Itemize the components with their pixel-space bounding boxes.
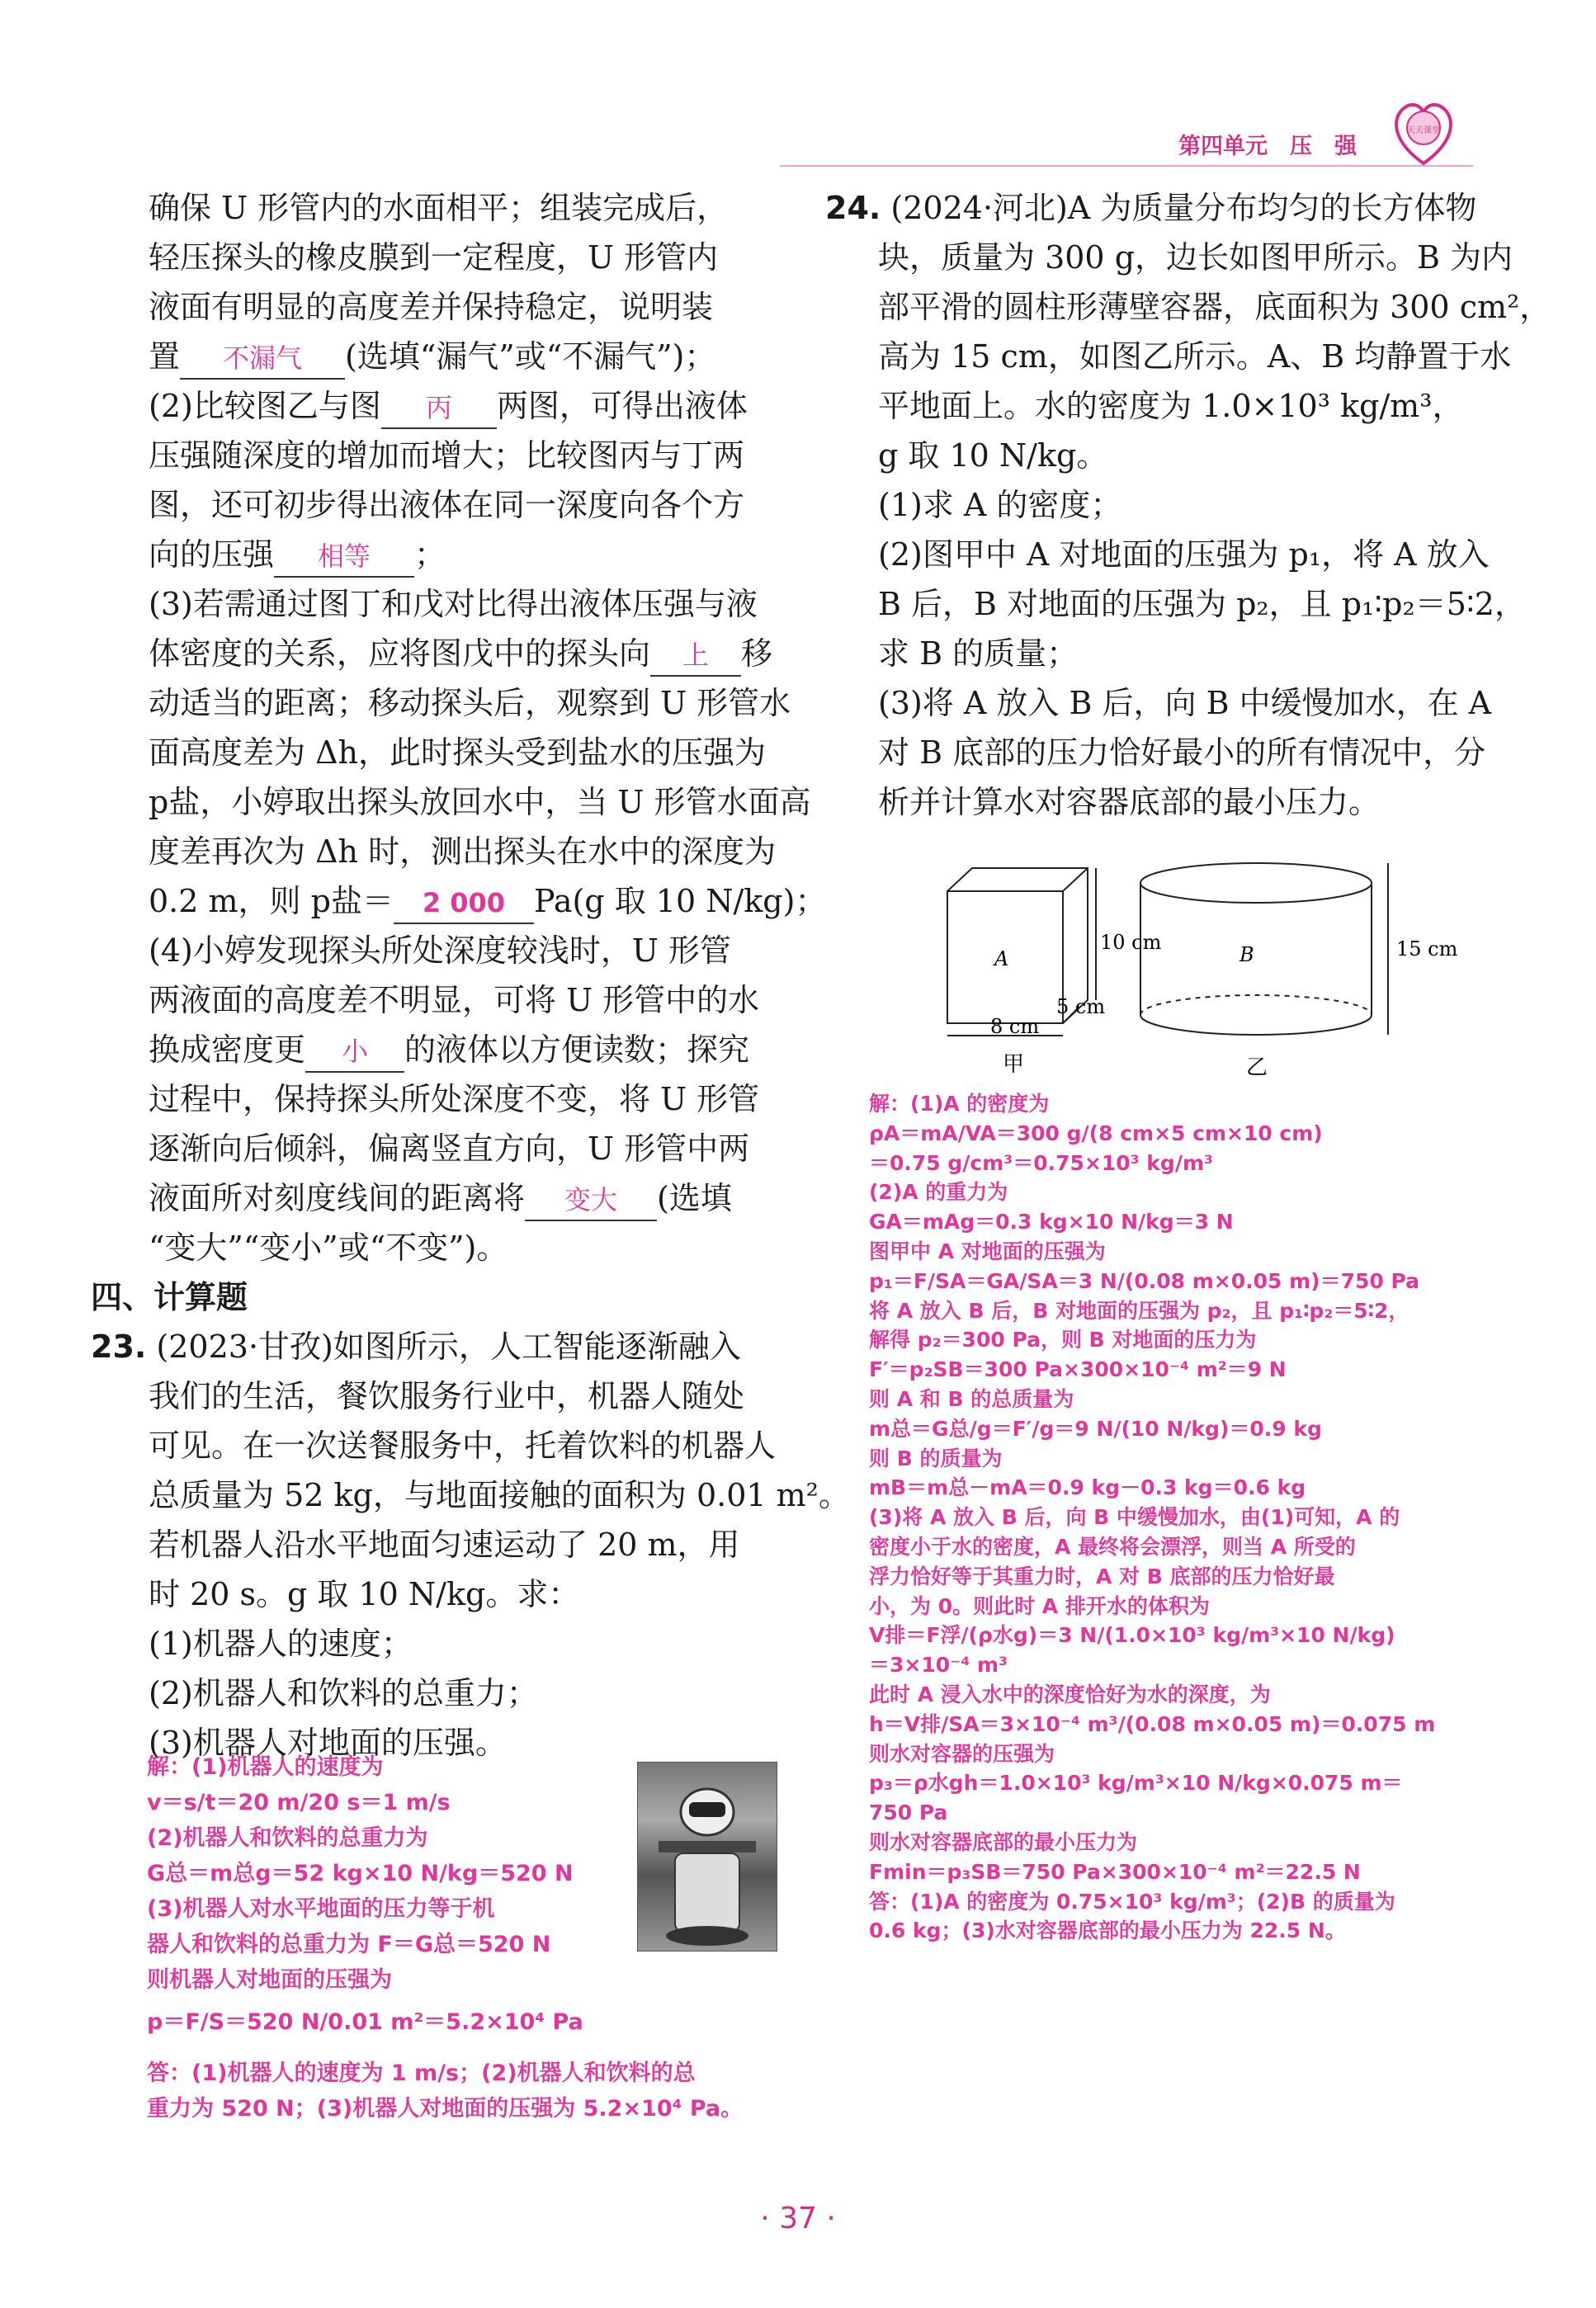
answer-line: 750 Pa (869, 1801, 948, 1825)
answer-line: F′＝p₂SB＝300 Pa×300×10⁻⁴ m²＝9 N (869, 1357, 1287, 1382)
answer-23 (147, 1749, 743, 2126)
publisher-logo-icon (1385, 91, 1463, 169)
text-line: 平地面上。水的密度为 1.0×10³ kg/m³， (878, 388, 1464, 424)
answer-line: 此时 A 浸入水中的深度恰好为水的深度，为 (869, 1682, 1271, 1706)
question-number: 23. (91, 1329, 147, 1365)
text-line: 体密度的关系，应将图戊中的探头向 上 移 (149, 629, 792, 678)
answer-line: 解：(1)机器人的速度为 (147, 1754, 384, 1780)
text-line: 压强随深度的增加而增大；比较图丙与丁两 (149, 437, 745, 474)
caption-b: 乙 (1246, 1055, 1268, 1080)
text-line: (2)图甲中 A 对地面的压强为 p₁，将 A 放入 (878, 536, 1490, 573)
text-line: (3)若需通过图丁和戊对比得出液体压强与液 (149, 586, 758, 622)
width-label: 8 cm (990, 1015, 1040, 1038)
text-line: 我们的生活，餐饮服务行业中，机器人随处 (149, 1378, 745, 1414)
answer-line: (3)机器人对水平地面的压力等于机 (147, 1896, 495, 1922)
figure-24 (933, 858, 1527, 1081)
answer-line: 则 A 和 B 的总质量为 (869, 1386, 1074, 1411)
answer-line: 重力为 520 N；(3)机器人对地面的压强为 5.2×10⁴ Pa。 (147, 2096, 744, 2122)
answer-blank: 变大 (525, 1180, 657, 1221)
text-line: “变大”“变小”或“不变”)。 (149, 1230, 508, 1266)
answer-line: m总＝G总/g＝F′/g＝9 N/(10 N/kg)＝0.9 kg (869, 1416, 1322, 1441)
height-label: 10 cm (1100, 931, 1162, 954)
text-line: (1)求 A 的密度； (878, 487, 1122, 523)
answer-line: p＝F/S＝520 N/0.01 m²＝5.2×10⁴ Pa (147, 2009, 583, 2035)
text-line: B 后，B 对地面的压强为 p₂，且 p₁∶p₂＝5∶2， (878, 586, 1526, 622)
text-line: 时 20 s。g 取 10 N/kg。求： (149, 1576, 580, 1612)
answer-line: ＝0.75 g/cm³＝0.75×10³ kg/m³ (869, 1150, 1213, 1175)
answer-line: 小，为 0。则此时 A 排开水的体积为 (869, 1593, 1210, 1618)
unit-header: 第四单元 压 强 (1178, 134, 1357, 159)
answer-line: ＝3×10⁻⁴ m³ (869, 1653, 1008, 1678)
text-line: 向的压强 相等 ； (149, 530, 792, 579)
answer-line: (3)将 A 放入 B 后，向 B 中缓慢加水，由(1)可知，A 的 (869, 1505, 1400, 1530)
text-line: 可见。在一次送餐服务中，托着饮料的机器人 (149, 1428, 777, 1464)
answer-line: 密度小于水的密度，A 最终将会漂浮，则当 A 所受的 (869, 1534, 1356, 1559)
answer-line: 浮力恰好等于其重力时，A 对 B 底部的压力恰好最 (869, 1564, 1335, 1588)
box-label: A (994, 947, 1009, 970)
text-line: 液面所对刻度线间的距离将 变大 (选填 (149, 1173, 792, 1223)
answer-line: V排＝F浮/(ρ水g)＝3 N/(1.0×10³ kg/m³×10 N/kg) (869, 1623, 1395, 1648)
answer-line: 答：(1)A 的密度为 0.75×10³ kg/m³；(2)B 的质量为 (869, 1889, 1395, 1914)
answer-line: 则 B 的质量为 (869, 1446, 1003, 1470)
answer-line: ρA＝mA/VA＝300 g/(8 cm×5 cm×10 cm) (869, 1121, 1323, 1145)
text-line: 两液面的高度差不明显，可将 U 形管中的水 (149, 982, 760, 1018)
text-line: 轻压探头的橡皮膜到一定程度，U 形管内 (149, 239, 719, 276)
answer-line: 图甲中 A 对地面的压强为 (869, 1239, 1106, 1263)
answer-24 (869, 1089, 1435, 1946)
answer-line: h＝V排/SA＝3×10⁻⁴ m³/(0.08 m×0.05 m)＝0.075 m (869, 1711, 1436, 1736)
answer-blank: 不漏气 (180, 338, 345, 380)
answer-blank: 上 (650, 635, 741, 677)
answer-line: mB＝m总－mA＝0.9 kg－0.3 kg＝0.6 kg (869, 1475, 1306, 1500)
text-line: 析并计算水对容器底部的最小压力。 (878, 784, 1381, 820)
right-column (825, 183, 1551, 827)
answer-blank: 丙 (381, 388, 497, 429)
text-line: (3)将 A 放入 B 后，向 B 中缓慢加水，在 A (878, 685, 1492, 721)
answer-line: v＝s/t＝20 m/20 s＝1 m/s (147, 1790, 451, 1815)
text-line: 度差再次为 Δh 时，测出探头在水中的深度为 (149, 833, 777, 870)
text-line: 确保 U 形管内的水面相平；组装完成后， (149, 190, 729, 226)
answer-line: 则水对容器底部的最小压力为 (869, 1829, 1138, 1854)
answer-line: 解得 p₂＝300 Pa，则 B 对地面的压力为 (869, 1328, 1257, 1352)
question-number: 24. (825, 190, 881, 226)
answer-blank: 相等 (274, 536, 414, 578)
text-line: 换成密度更 小 的液体以方便读数；探究 (149, 1025, 792, 1074)
text-line: 置 不漏气 (选填“漏气”或“不漏气”)； (149, 332, 792, 381)
text-line: 逐渐向后倾斜，偏离竖直方向，U 形管中两 (149, 1130, 750, 1167)
text-line: g 取 10 N/kg。 (878, 437, 1108, 474)
text-line: 高为 15 cm，如图乙所示。A、B 均静置于水 (878, 338, 1512, 375)
text-line: (1)机器人的速度； (149, 1626, 413, 1662)
cylinder-label: B (1239, 943, 1254, 966)
text-line: 总质量为 52 kg，与地面接触的面积为 0.01 m²。 (149, 1477, 850, 1513)
answer-line: GA＝mAg＝0.3 kg×10 N/kg＝3 N (869, 1210, 1234, 1234)
text-line: 面高度差为 Δh，此时探头受到盐水的压强为 (149, 734, 766, 771)
text-line: 图，还可初步得出液体在同一深度向各个方 (149, 487, 745, 523)
question-24: 24. (2024·河北)A 为质量分布均匀的长方体物 (825, 190, 1477, 226)
text-line: (2)机器人和饮料的总重力； (149, 1675, 538, 1711)
answer-blank: 2 000 (394, 883, 534, 924)
answer-line: Fmin＝p₃SB＝750 Pa×300×10⁻⁴ m²＝22.5 N (869, 1859, 1361, 1884)
cylinder-height-label: 15 cm (1396, 937, 1458, 960)
answer-line: 器人和饮料的总重力为 F＝G总＝520 N (147, 1932, 551, 1957)
answer-line: 则机器人对地面的压强为 (147, 1967, 392, 1993)
answer-line: 则水对容器的压强为 (869, 1741, 1055, 1766)
text-line: (3)机器人对地面的压强。 (149, 1725, 507, 1761)
answer-line: 将 A 放入 B 后，B 对地面的压强为 p₂，且 p₁∶p₂＝5∶2， (869, 1298, 1409, 1323)
text-line: p盐，小婷取出探头放回水中，当 U 形管水面高 (149, 784, 811, 820)
caption-a: 甲 (1003, 1052, 1025, 1077)
answer-line: 答：(1)机器人的速度为 1 m/s；(2)机器人和饮料的总 (147, 2060, 696, 2086)
left-column (91, 183, 850, 1768)
question-23: 23. (2023·甘孜)如图所示，人工智能逐渐融入 (91, 1329, 741, 1365)
answer-line: G总＝m总g＝52 kg×10 N/kg＝520 N (147, 1861, 574, 1886)
logo-text: 天天课堂 (1407, 126, 1440, 135)
answer-line: p₃＝ρ水gh＝1.0×10³ kg/m³×10 N/kg×0.075 m＝ (869, 1771, 1403, 1796)
text-line: 动适当的距离；移动探头后，观察到 U 形管水 (149, 685, 791, 721)
text-line: 部平滑的圆柱形薄壁容器，底面积为 300 cm²， (878, 289, 1551, 325)
text-line: 过程中，保持探头所处深度不变，将 U 形管 (149, 1081, 760, 1117)
text-line: (4)小婷发现探头所处深度较浅时，U 形管 (149, 932, 731, 969)
depth-label: 5 cm (1056, 995, 1106, 1018)
text-line: 0.2 m，则 p盐＝ 2 000 Pa(g 取 10 N/kg)； (149, 876, 792, 926)
text-line: 若机器人沿水平地面匀速运动了 20 m，用 (149, 1527, 740, 1563)
text-line: 液面有明显的高度差并保持稳定，说明装 (149, 289, 714, 325)
answer-line: p₁＝F/SA＝GA/SA＝3 N/(0.08 m×0.05 m)＝750 Pa (869, 1268, 1419, 1293)
cylinder-b-diagram (1140, 863, 1388, 1035)
answer-line: 0.6 kg；(3)水对容器底部的最小压力为 22.5 N。 (869, 1919, 1346, 1943)
answer-line: 解：(1)A 的密度为 (869, 1092, 1050, 1116)
text-line: 求 B 的质量； (878, 635, 1079, 672)
page-number: · 37 · (760, 2202, 836, 2235)
answer-line: (2)A 的重力为 (869, 1180, 1008, 1205)
header-rule (780, 165, 1473, 167)
text-line: 块，质量为 300 g，边长如图甲所示。B 为内 (878, 239, 1513, 276)
answer-line: (2)机器人和饮料的总重力为 (147, 1825, 428, 1851)
text-line: 对 B 底部的压力恰好最小的所有情况中，分 (878, 734, 1486, 771)
answer-blank: 小 (305, 1031, 404, 1073)
section-heading: 四、计算题 (91, 1279, 248, 1315)
text-line: (2)比较图乙与图 丙 两图，可得出液体 (149, 381, 792, 431)
